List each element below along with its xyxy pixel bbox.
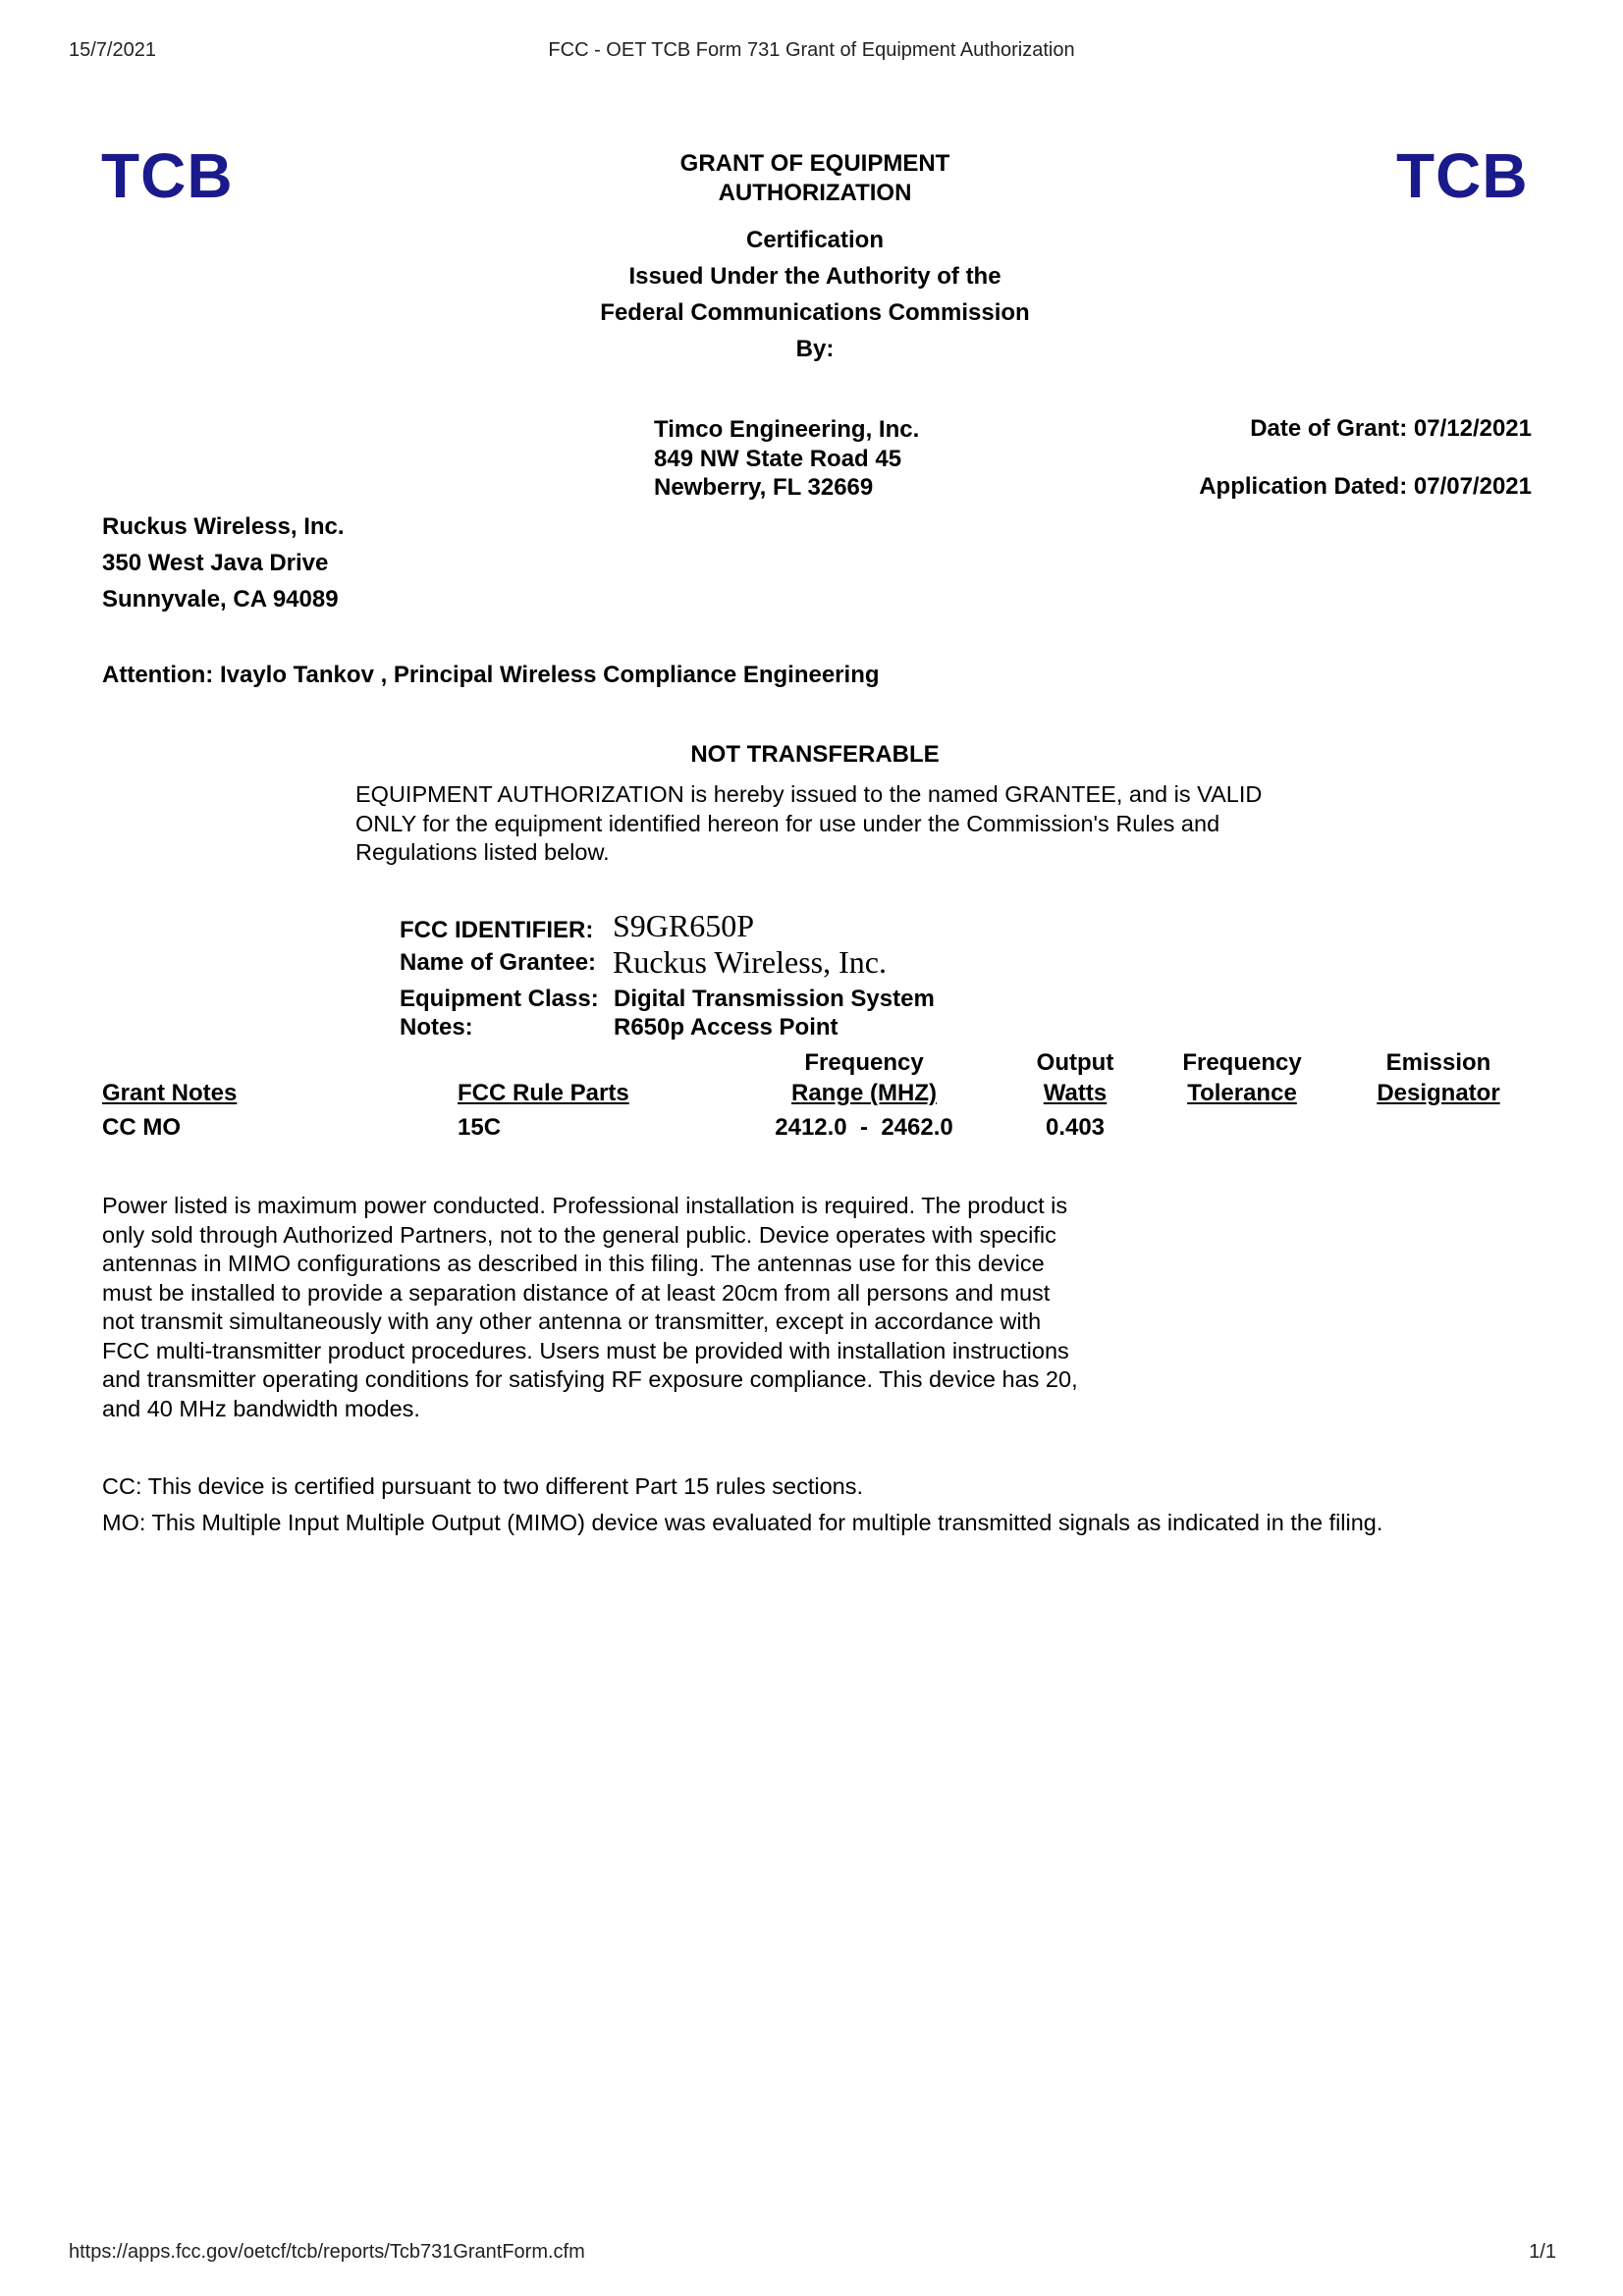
note-mo-text: This Multiple Input Multiple Output (MIMO) device was evaluated for multiple transmitted signals as indicated in the filing. xyxy=(151,1510,1383,1535)
attention-line: Attention: Ivaylo Tankov , Principal Wireless Compliance Engineering xyxy=(102,662,880,688)
note-cc-text: This device is certified pursuant to two different Part 15 rules sections. xyxy=(147,1473,864,1499)
note-mo-code: MO: xyxy=(102,1510,146,1535)
issuer-name: Timco Engineering, Inc. xyxy=(654,416,920,443)
print-date: 15/7/2021 xyxy=(69,39,156,61)
grantee-city: Sunnyvale, CA 94089 xyxy=(102,586,339,613)
certification-label: Certification xyxy=(745,227,884,253)
header-tolerance-bottom: Tolerance xyxy=(1187,1080,1297,1106)
header-frequency-range xyxy=(746,1047,982,1108)
header-output-watts xyxy=(1001,1047,1149,1108)
fcc-id-value: S9GR650P xyxy=(613,908,755,943)
issuer-street: 849 NW State Road 45 xyxy=(654,445,902,472)
authority-line2: Federal Communications Commission xyxy=(600,299,1030,326)
row-rule-parts: 15C xyxy=(458,1114,502,1141)
print-page-title: FCC - OET TCB Form 731 Grant of Equipment Authorization xyxy=(548,39,1075,61)
not-transferable-text: EQUIPMENT AUTHORIZATION is hereby issued to the named GRANTEE, and is VALID ONLY for the equipment identified hereon for use under the Commission's Rules and Regulations listed below. xyxy=(355,781,1263,865)
header-emission-top: Emission xyxy=(1385,1049,1491,1076)
header-frequency-range-bottom: Range (MHZ) xyxy=(791,1080,937,1106)
print-url: https://apps.fcc.gov/oetcf/tcb/reports/Tcb731GrantForm.cfm xyxy=(69,2241,585,2263)
notes-label: Notes: xyxy=(400,1014,473,1041)
tcb-logo-right: TCB xyxy=(1396,140,1529,211)
issuer-address xyxy=(654,415,919,503)
grantee-name-value: Ruckus Wireless, Inc. xyxy=(613,944,887,980)
tcb-logo-left: TCB xyxy=(101,140,234,211)
application-date: Application Dated: 07/07/2021 xyxy=(1199,473,1532,500)
header-frequency-range-top: Frequency xyxy=(804,1049,924,1076)
document-title-line1: GRANT OF EQUIPMENT xyxy=(679,150,950,177)
header-output-bottom: Watts xyxy=(1043,1080,1108,1106)
header-tolerance-top: Frequency xyxy=(1182,1049,1302,1076)
issuer-city: Newberry, FL 32669 xyxy=(654,474,874,501)
print-page-count: 1/1 xyxy=(1529,2241,1556,2263)
authority-block xyxy=(520,222,1109,367)
note-cc xyxy=(102,1472,863,1502)
header-grant-notes: Grant Notes xyxy=(102,1080,238,1106)
row-grant-notes: CC MO xyxy=(102,1114,181,1141)
grantee-street: 350 West Java Drive xyxy=(102,550,329,576)
header-emission-designator xyxy=(1345,1047,1532,1108)
date-of-grant: Date of Grant: 07/12/2021 xyxy=(1250,415,1532,442)
grant-conditions: Power listed is maximum power conducted. Professional installation is required. The product is only sold through Authorized Partners, not to the general public. Device operates with specific antennas in MIMO configurations as described in this filing. The antennas use for this device must be installed to provide a separation distance of at least 20cm from all persons and must not transmit simultaneously with any other antenna or transmitter, except in accordance with FCC multi-transmitter product procedures. Users must be provided with installation instructions and transmitter operating conditions for satisfying RF exposure compliance. This device has 20, and 40 MHz bandwidth modes. xyxy=(102,1193,1078,1421)
header-output-top: Output xyxy=(1036,1049,1114,1076)
not-transferable-heading: NOT TRANSFERABLE xyxy=(690,741,940,768)
document-title-line2: AUTHORIZATION xyxy=(718,180,912,206)
row-output-watts: 0.403 xyxy=(1045,1114,1106,1141)
document-title xyxy=(569,149,1060,208)
grantee-address xyxy=(102,508,345,617)
equipment-class-value: Digital Transmission System xyxy=(614,986,935,1012)
note-mo xyxy=(102,1509,1382,1538)
by-label: By: xyxy=(795,336,835,362)
grantee-name: Ruckus Wireless, Inc. xyxy=(102,513,345,540)
header-frequency-tolerance xyxy=(1159,1047,1325,1108)
header-emission-bottom: Designator xyxy=(1377,1080,1500,1106)
row-frequency-range: 2412.0 - 2462.0 xyxy=(775,1114,953,1141)
authority-line1: Issued Under the Authority of the xyxy=(628,263,1001,290)
note-cc-code: CC: xyxy=(102,1473,142,1499)
header-rule-parts: FCC Rule Parts xyxy=(458,1080,629,1106)
notes-value: R650p Access Point xyxy=(614,1014,839,1041)
grantee-name-label: Name of Grantee: xyxy=(400,949,597,976)
fcc-id-label: FCC IDENTIFIER: xyxy=(400,917,594,943)
equipment-class-label: Equipment Class: xyxy=(400,986,599,1012)
